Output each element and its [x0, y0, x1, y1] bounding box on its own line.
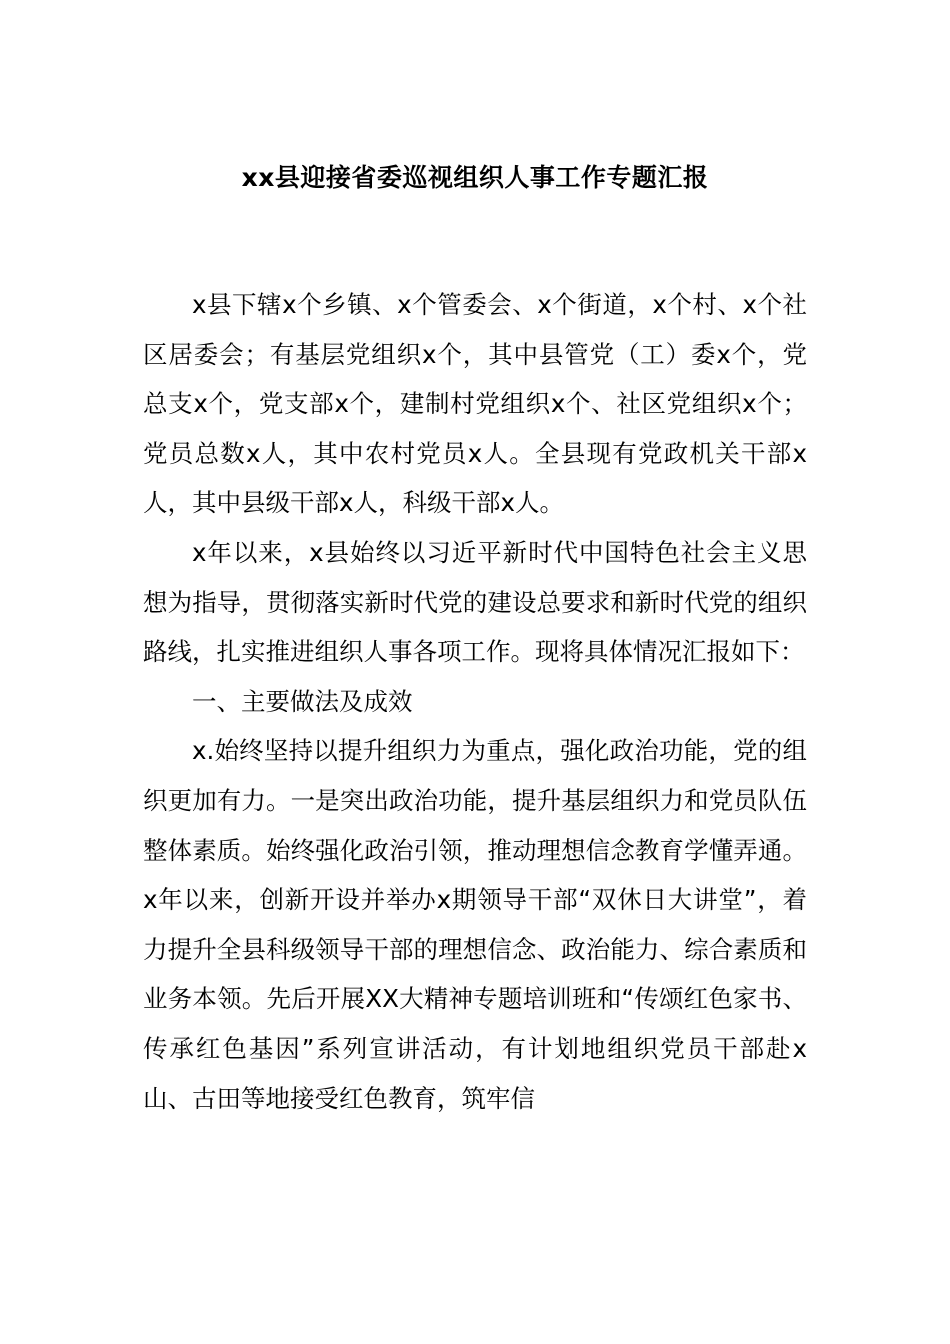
paragraph-section-one: x.始终坚持以提升组织力为重点，强化政治功能，党的组织更加有力。一是突出政治功能，提升基层组织力和党员队伍整体素质。始终强化政治引领，推动理想信念教育学懂弄通。x年以来，创新开设并举办x期领导干部“双休日大讲堂”，着力提升全县科级领导干部的理想信念、政治能力、综合素质和业务本领。先后开展XX大精神专题培训班和“传颂红色家书、传承红色基因”系列宣讲活动，有计划地组织党员干部赴x山、古田等地接受红色教育，筑牢信: [143, 736, 807, 1113]
section-heading: 一、主要做法及成效: [192, 686, 413, 716]
document-title: xx县迎接省委巡视组织人事工作专题汇报: [241, 163, 709, 192]
paragraph-overview: x县下辖x个乡镇、x个管委会、x个街道，x个村、x个社区居委会；有基层党组织x个，其中县管党（工）委x个，党总支x个，党支部x个，建制村党组织x个、社区党组织x个；党员总数x人，其中农村党员x人。全县现有党政机关干部x人，其中县级干部x人，科级干部x人。: [143, 290, 807, 518]
paragraph-introduction: x年以来，x县始终以习近平新时代中国特色社会主义思想为指导，贯彻落实新时代党的建设总要求和新时代党的组织路线，扎实推进组织人事各项工作。现将具体情况汇报如下：: [143, 537, 807, 667]
document-body: [143, 280, 807, 1123]
